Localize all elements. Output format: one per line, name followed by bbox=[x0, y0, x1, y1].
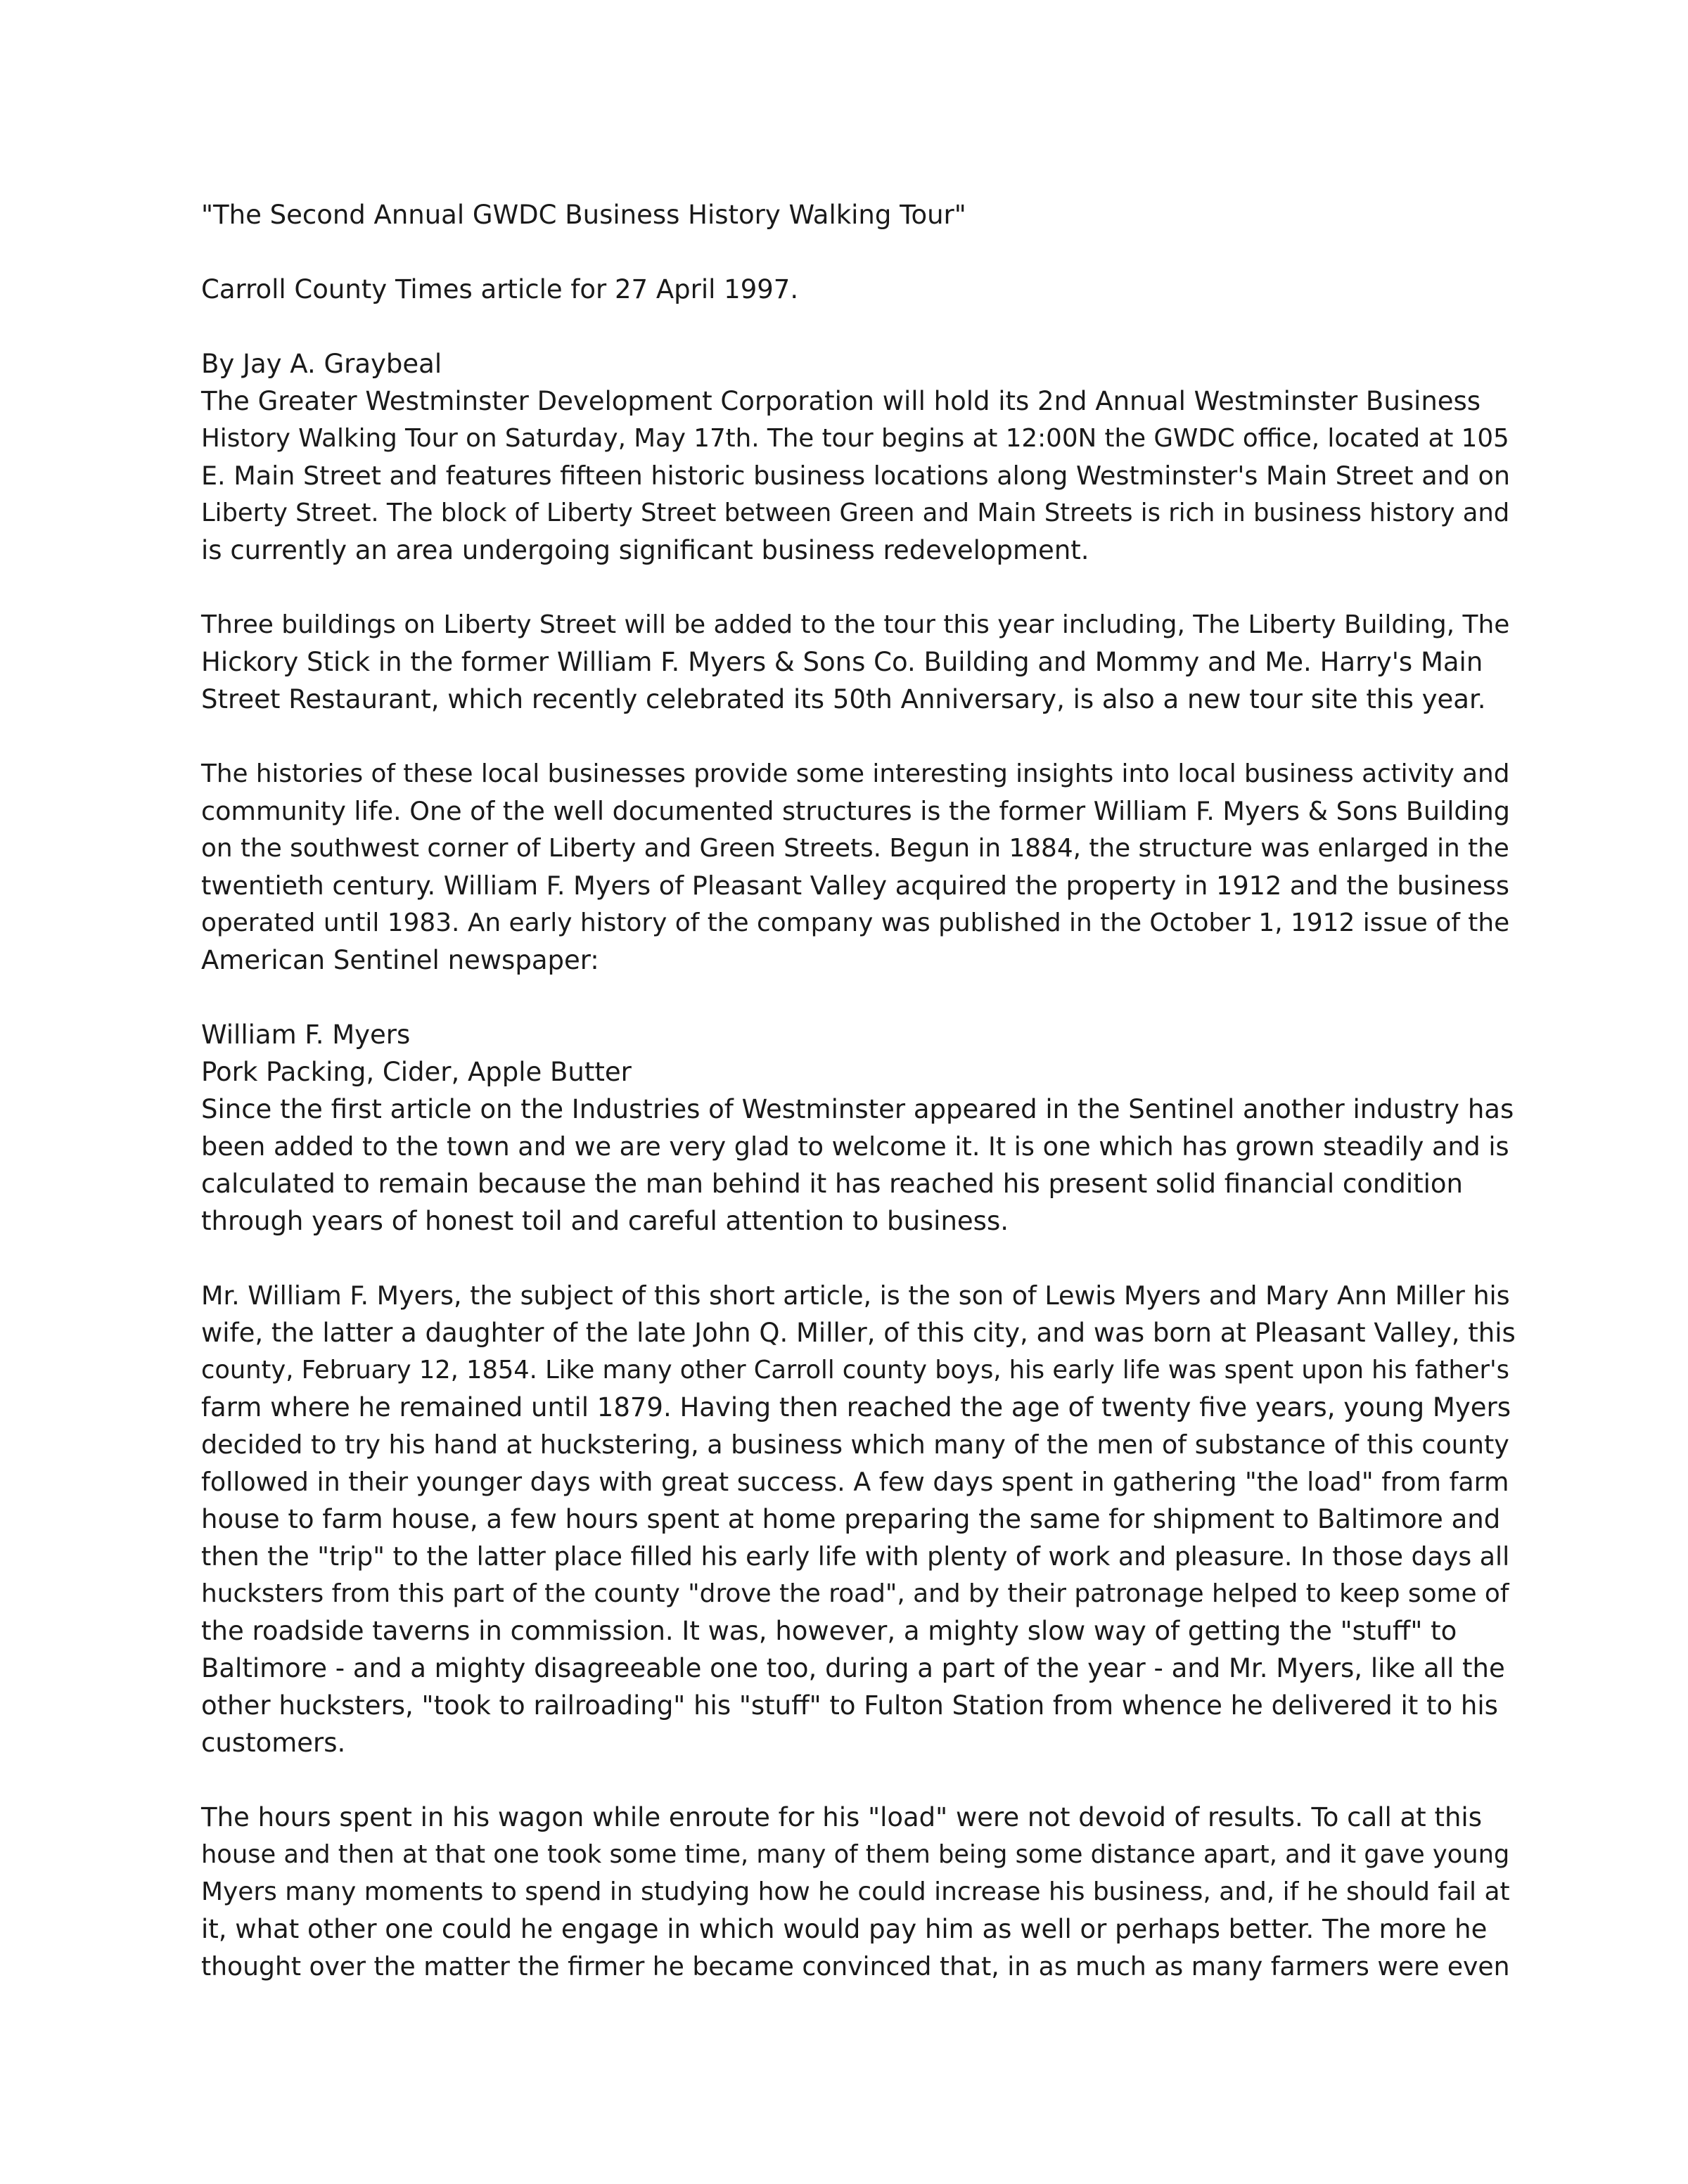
text-line: operated until 1983. An early history of the company was published in the October 1, 1912 issue of the bbox=[201, 908, 1510, 937]
text-line: thought over the matter the firmer he became convinced that, in as much as many farmers were even bbox=[201, 1951, 1510, 1981]
text-line: Hickory Stick in the former William F. Myers & Sons Co. Building and Mommy and Me. Harry's Main bbox=[201, 647, 1483, 677]
text-line: History Walking Tour on Saturday, May 17th. The tour begins at 12:00N the GWDC office, located at 105 bbox=[201, 424, 1509, 453]
text-line: Since the first article on the Industries of Westminster appeared in the Sentinel another industry has bbox=[201, 1094, 1514, 1124]
article-body bbox=[201, 196, 1516, 1985]
text-line: is currently an area undergoing significant business redevelopment. bbox=[201, 535, 1089, 565]
text-line: community life. One of the well documented structures is the former William F. Myers & Sons Building bbox=[201, 796, 1510, 826]
text-line: county, February 12, 1854. Like many other Carroll county boys, his early life was spent upon his father's bbox=[201, 1356, 1510, 1385]
text-line: The Greater Westminster Development Corporation will hold its 2nd Annual Westminster Business bbox=[201, 386, 1481, 416]
quote-heading-name: William F. Myers bbox=[201, 1020, 411, 1050]
text-line: decided to try his hand at huckstering, a business which many of the men of substance of this county bbox=[201, 1430, 1509, 1460]
article-dateline: Carroll County Times article for 27 April 1997. bbox=[201, 274, 799, 304]
text-line: American Sentinel newspaper: bbox=[201, 945, 599, 975]
text-line: on the southwest corner of Liberty and Green Streets. Begun in 1884, the structure was enlarged in the bbox=[201, 834, 1509, 863]
text-line: Liberty Street. The block of Liberty Street between Green and Main Streets is rich in business history and bbox=[201, 499, 1510, 527]
text-line: wife, the latter a daughter of the late John Q. Miller, of this city, and was born at Pleasant Valley, this bbox=[201, 1318, 1516, 1348]
text-line: twentieth century. William F. Myers of Pleasant Valley acquired the property in 1912 and the business bbox=[201, 871, 1509, 901]
spacer bbox=[201, 233, 1516, 271]
spacer bbox=[201, 1240, 1516, 1277]
text-line: The histories of these local businesses provide some interesting insights into local business activity and bbox=[201, 759, 1510, 788]
paragraph-biography bbox=[201, 1277, 1516, 1761]
text-line: Three buildings on Liberty Street will be added to the tour this year including, The Liberty Building, The bbox=[201, 610, 1510, 639]
text-line: calculated to remain because the man behind it has reached his present solid financial condition bbox=[201, 1169, 1463, 1199]
paragraph-intro bbox=[201, 383, 1516, 569]
text-line: Baltimore - and a mighty disagreeable one too, during a part of the year - and Mr. Myers, like all the bbox=[201, 1653, 1505, 1683]
paragraph-sentinel-intro bbox=[201, 1091, 1516, 1240]
paragraph-histories bbox=[201, 755, 1516, 979]
text-line: Street Restaurant, which recently celebrated its 50th Anniversary, is also a new tour site this year. bbox=[201, 684, 1486, 714]
spacer bbox=[201, 718, 1516, 755]
spacer bbox=[201, 1761, 1516, 1799]
text-line: been added to the town and we are very glad to welcome it. It is one which has grown steadily and is bbox=[201, 1131, 1509, 1162]
text-line: house to farm house, a few hours spent at home preparing the same for shipment to Baltimore and bbox=[201, 1504, 1501, 1534]
text-line: house and then at that one took some time, many of them being some distance apart, and it gave young bbox=[201, 1840, 1510, 1869]
text-line: customers. bbox=[201, 1728, 346, 1758]
text-line: Myers many moments to spend in studying how he could increase his business, and, if he should fail at bbox=[201, 1877, 1510, 1906]
text-line: through years of honest toil and careful attention to business. bbox=[201, 1206, 1009, 1236]
quote-heading-products: Pork Packing, Cider, Apple Butter bbox=[201, 1057, 632, 1087]
paragraph-wagon-hours bbox=[201, 1799, 1516, 1985]
text-line: other hucksters, "took to railroading" his "stuff" to Fulton Station from whence he delivered it to his bbox=[201, 1690, 1498, 1721]
article-title: "The Second Annual GWDC Business History Walking Tour" bbox=[201, 200, 966, 230]
text-line: farm where he remained until 1879. Having then reached the age of twenty five years, young Myers bbox=[201, 1392, 1511, 1422]
text-line: E. Main Street and features fifteen historic business locations along Westminster's Main Street and on bbox=[201, 461, 1510, 491]
spacer bbox=[201, 569, 1516, 606]
article-byline: By Jay A. Graybeal bbox=[201, 349, 442, 379]
spacer bbox=[201, 308, 1516, 345]
text-line: the roadside taverns in commission. It was, however, a mighty slow way of getting the "stuff" to bbox=[201, 1616, 1457, 1646]
text-line: then the "trip" to the latter place filled his early life with plenty of work and pleasure. In those days all bbox=[201, 1541, 1510, 1572]
text-line: The hours spent in his wagon while enroute for his "load" were not devoid of results. To call at this bbox=[201, 1802, 1482, 1832]
text-line: Mr. William F. Myers, the subject of this short article, is the son of Lewis Myers and Mary Ann Miller his bbox=[201, 1280, 1510, 1311]
text-line: followed in their younger days with great success. A few days spent in gathering "the load" from farm bbox=[201, 1467, 1509, 1497]
text-line: it, what other one could he engage in which would pay him as well or perhaps better. The more he bbox=[201, 1914, 1488, 1944]
text-line: hucksters from this part of the county "drove the road", and by their patronage helped to keep some of bbox=[201, 1579, 1509, 1608]
paragraph-new-buildings bbox=[201, 606, 1516, 718]
spacer bbox=[201, 979, 1516, 1016]
